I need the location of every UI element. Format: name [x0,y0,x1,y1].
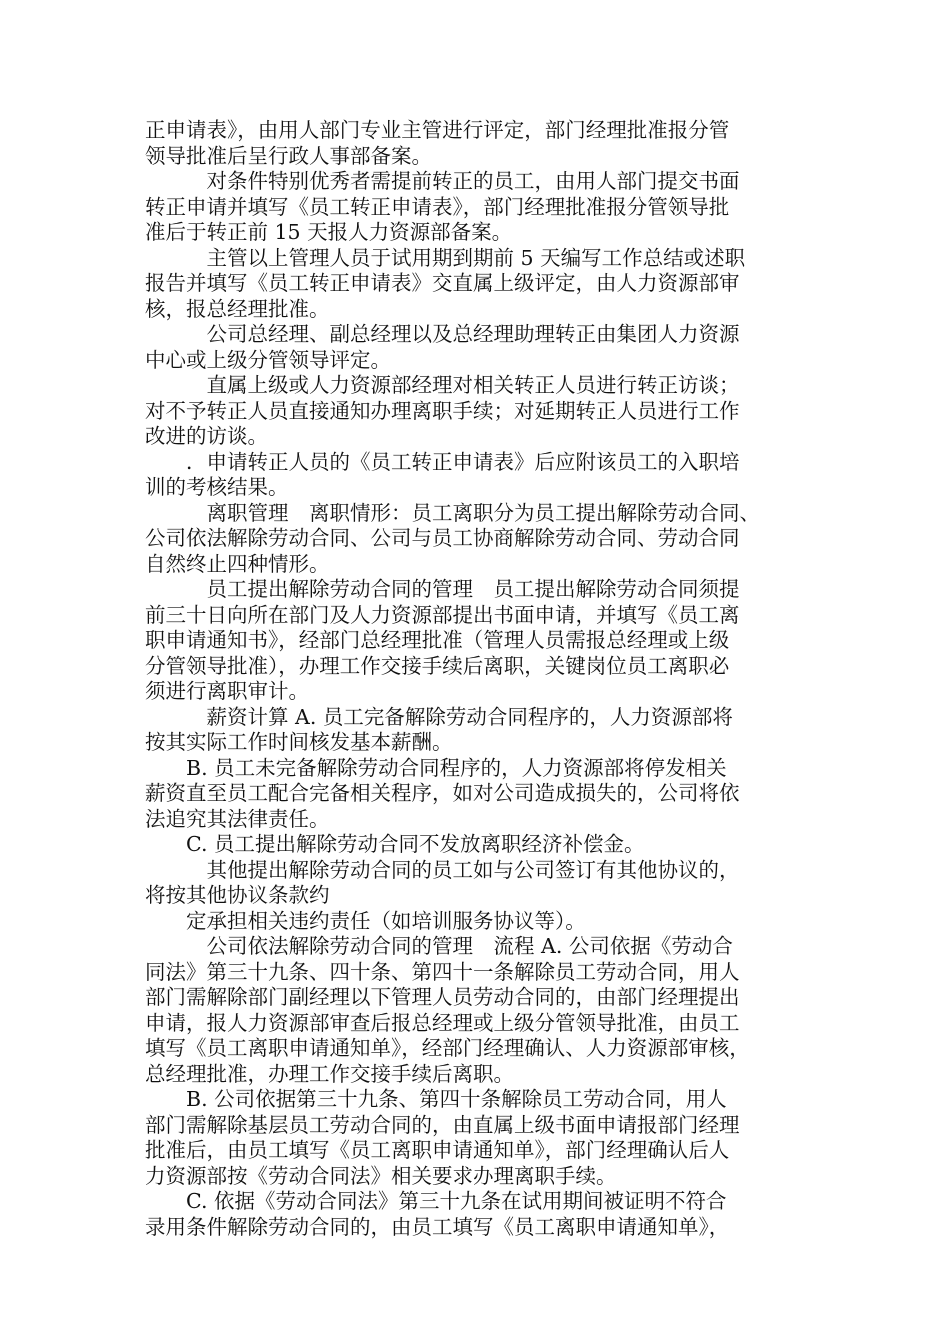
text-line: 部门需解除基层员工劳动合同的，由直属上级书面申请报部门经理 [145,1112,740,1137]
text-line: 公司依法解除劳动合同、公司与员工协商解除劳动合同、劳动合同 [145,526,740,550]
text-line: 按其实际工作时间核发基本薪酬。 [145,730,453,754]
text-line: 对不予转正人员直接通知办理离职手续；对延期转正人员进行工作 [145,398,740,423]
text-line: 总经理批准，办理工作交接手续后离职。 [145,1061,514,1086]
text-line: 训的考核结果。 [145,475,289,499]
text-line: 须进行离职审计。 [145,679,309,703]
text-line: 批准后，由员工填写《员工离职申请通知单》，部门经理确认后人 [145,1138,730,1162]
text-line: 填写《员工离职申请通知单》，经部门经理确认、人力资源部审核， [145,1036,750,1060]
text-line: 中心或上级分管领导评定。 [145,347,391,372]
text-line: B. 公司依据第三十九条、第四十条解除员工劳动合同，用人 [145,1087,727,1111]
text-line: C. 员工提出解除劳动合同不发放离职经济补偿金。 [145,832,645,856]
text-line: 改进的访谈。 [145,424,268,448]
text-line: 将按其他协议条款约 [145,883,330,907]
text-line: 对条件特别优秀者需提前转正的员工，由用人部门提交书面 [145,169,740,193]
text-line: 主管以上管理人员于试用期到期前 5 天编写工作总结或述职 [145,245,746,270]
text-line: 申请，报人力资源部审查后报总经理或上级分管领导批准，由员工 [145,1010,740,1035]
text-line: 力资源部按《劳动合同法》相关要求办理离职手续。 [145,1163,617,1188]
text-line: 薪资计算 A. 员工完备解除劳动合同程序的，人力资源部将 [145,704,733,729]
text-line: 职申请通知书》，经部门总经理批准（管理人员需报总经理或上级 [145,628,730,652]
text-line: 录用条件解除劳动合同的，由员工填写《员工离职申请通知单》， [145,1214,730,1239]
text-line: 自然终止四种情形。 [145,551,330,576]
text-line: 领导批准后呈行政人事部备案。 [145,143,432,168]
text-line: ．申请转正人员的《员工转正申请表》后应附该员工的入职培 [145,449,740,474]
text-line: 准后于转正前 15 天报人力资源部备案。 [145,220,513,244]
text-line: 报告并填写《员工转正申请表》交直属上级评定，由人力资源部审 [145,271,740,295]
text-line: 核，报总经理批准。 [145,296,330,321]
text-line: C. 依据《劳动合同法》第三十九条在试用期间被证明不符合 [145,1189,727,1213]
text-line: 转正申请并填写《员工转正申请表》，部门经理批准报分管领导批 [145,194,730,219]
text-line: 离职管理 离职情形：员工离职分为员工提出解除劳动合同、 [145,500,760,525]
text-line: 正申请表》，由用人部门专业主管进行评定，部门经理批准报分管 [145,118,730,142]
text-line: 分管领导批准），办理工作交接手续后离职，关键岗位员工离职必 [145,653,730,678]
text-line: 薪资直至员工配合完备相关程序，如对公司造成损失的，公司将依 [145,781,740,805]
text-line: 员工提出解除劳动合同的管理 员工提出解除劳动合同须提 [145,577,740,601]
document-body [145,118,817,1240]
text-line: 其他提出解除劳动合同的员工如与公司签订有其他协议的， [145,857,740,882]
text-line: 部门需解除部门副经理以下管理人员劳动合同的，由部门经理提出 [145,985,740,1009]
text-line: 同法》第三十九条、四十条、第四十一条解除员工劳动合同，用人 [145,959,740,984]
text-line: 公司依法解除劳动合同的管理 流程 A. 公司依据《劳动合 [145,934,733,958]
text-line: 前三十日向所在部门及人力资源部提出书面申请，并填写《员工离 [145,602,740,627]
text-line: 直属上级或人力资源部经理对相关转正人员进行转正访谈； [145,373,740,397]
text-line: 定承担相关违约责任（如培训服务协议等）。 [145,908,586,933]
text-line: 公司总经理、副总经理以及总经理助理转正由集团人力资源 [145,322,740,346]
text-line: B. 员工未完备解除劳动合同程序的，人力资源部将停发相关 [145,755,727,780]
text-line: 法追究其法律责任。 [145,806,330,831]
